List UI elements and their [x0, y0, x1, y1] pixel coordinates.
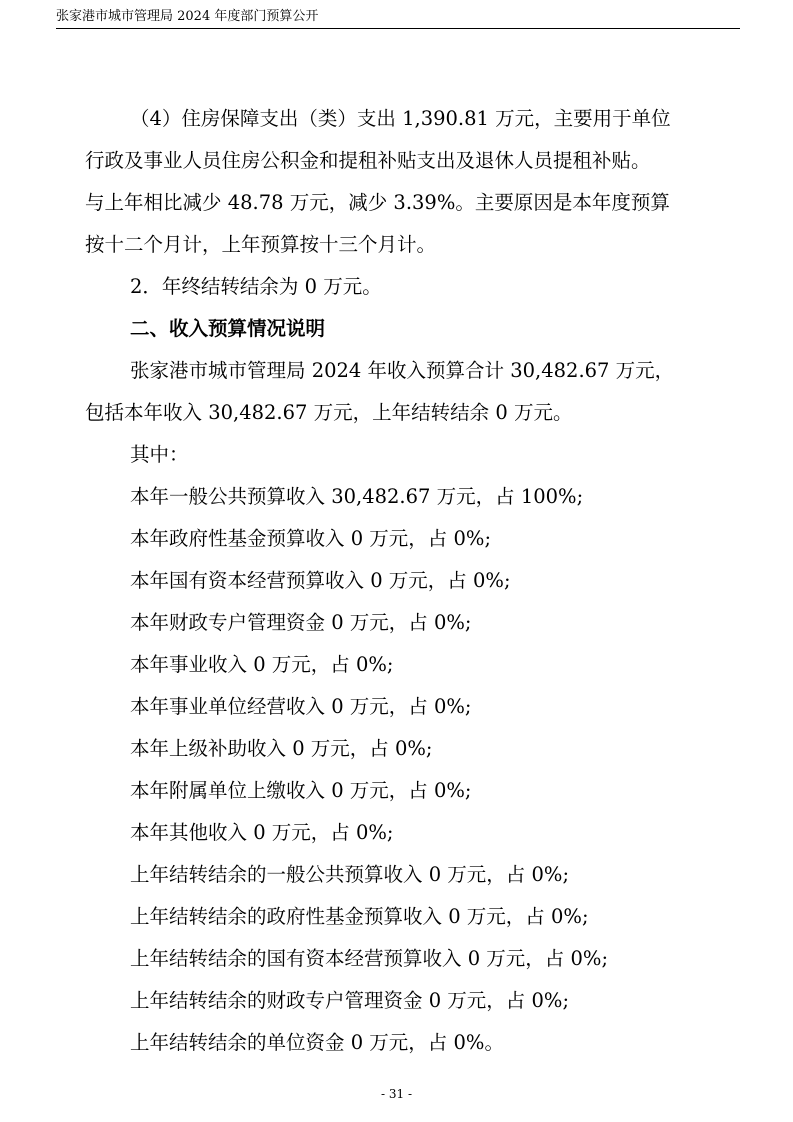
income-item: 本年一般公共预算收入 30,482.67 万元，占 100%;: [130, 485, 584, 508]
housing-paragraph-line-2: 行政及事业人员住房公积金和提租补贴支出及退休人员提租补贴。: [85, 149, 651, 172]
income-item: 本年财政专户管理资金 0 万元，占 0%;: [130, 611, 472, 634]
income-summary-line-1: 张家港市城市管理局 2024 年收入预算合计 30,482.67 万元，: [130, 359, 675, 382]
header-divider: [56, 28, 740, 29]
income-summary-line-2: 包括本年收入 30,482.67 万元，上年结转结余 0 万元。: [85, 401, 573, 424]
housing-paragraph-line-3: 与上年相比减少 48.78 万元，减少 3.39%。主要原因是本年度预算: [85, 191, 670, 214]
income-item: 上年结转结余的政府性基金预算收入 0 万元，占 0%;: [130, 905, 589, 928]
income-item: 上年结转结余的国有资本经营预算收入 0 万元，占 0%;: [130, 947, 609, 970]
income-item: 本年上级补助收入 0 万元，占 0%;: [130, 737, 433, 760]
income-item: 本年国有资本经营预算收入 0 万元，占 0%;: [130, 569, 511, 592]
income-item: 上年结转结余的财政专户管理资金 0 万元，占 0%;: [130, 989, 570, 1012]
document-body: [85, 98, 713, 1064]
housing-paragraph-line-4: 按十二个月计，上年预算按十三个月计。: [85, 233, 437, 256]
page-number: - 31 -: [380, 1087, 412, 1101]
income-item: 本年事业单位经营收入 0 万元，占 0%;: [130, 695, 472, 718]
income-item: 本年事业收入 0 万元，占 0%;: [130, 653, 394, 676]
page-header-title: 张家港市城市管理局 2024 年度部门预算公开: [56, 9, 319, 24]
income-item: 上年结转结余的单位资金 0 万元，占 0%。: [130, 1031, 504, 1054]
income-item: 本年其他收入 0 万元，占 0%;: [130, 821, 394, 844]
carryover-line: 2．年终结转结余为 0 万元。: [130, 275, 382, 298]
income-item: 本年附属单位上缴收入 0 万元，占 0%;: [130, 779, 472, 802]
section-heading: 二、收入预算情况说明: [130, 317, 326, 340]
income-item: 上年结转结余的一般公共预算收入 0 万元，占 0%;: [130, 863, 570, 886]
income-item: 本年政府性基金预算收入 0 万元，占 0%;: [130, 527, 492, 550]
housing-paragraph-line-1: （4）住房保障支出（类）支出 1,390.81 万元，主要用于单位: [130, 107, 671, 130]
among-label: 其中：: [130, 443, 189, 466]
